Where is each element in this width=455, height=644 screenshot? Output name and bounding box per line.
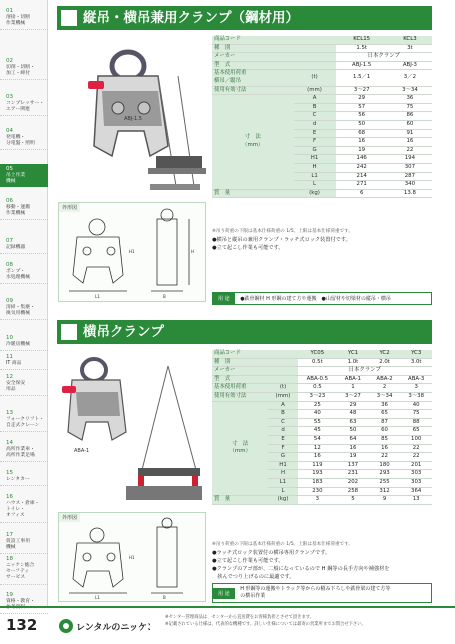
sidebar-item-label: ハウス・倉庫・ トイレ・ オフィス [6,501,40,519]
footer-footnote: ※センター管理商品は、センターから直送費をお客様負担とさせて頂きます。 ※記載されている仕様は、代表的な機種です。詳しい仕様については最寄の営業所までお問合せ下さい。 [165,615,366,627]
table-row: L1 214 287 [212,172,432,181]
sidebar-item-11[interactable] [0,352,48,370]
note-1-1: ●横吊と縦吊の兼用クランプ・ラッチ式ロック装置付です。 [212,237,351,243]
sidebar-item-number: 05 [6,166,13,172]
table-cell: 3〜23 [298,392,338,401]
diagram-tag-2: 外形図 [59,513,80,522]
table-cell: 54 [298,435,338,444]
table-cell: 日本クランプ [298,367,432,376]
note-2-2: ●立て起こし作業も可能です。 [212,558,284,564]
sidebar-item-02[interactable] [0,56,48,80]
sidebar-item-13[interactable] [0,408,48,432]
table-row: 型 式 ABA-0.5 ABA-1 ABA-2 ABA-3 [212,375,432,384]
table-cell: 100 [400,435,432,444]
section-title-bar-1 [57,6,432,30]
table-row: H1 146 194 [212,155,432,164]
table-cell: 19 [337,453,369,462]
svg-text:B: B [163,294,166,299]
table-cell: 287 [388,172,432,181]
table-cell: 25 [298,401,338,410]
note-2-3: ●クランプのアゴ部が、二般になっているので H 鋼等の長手方向や補強材を 挟んでつり上げるのに最適です。 [212,566,390,580]
table-cell: 0.5 [298,384,338,393]
sidebar-item-label: 切削・切断・ 加工・締付 [6,65,35,77]
table-cell: 255 [369,478,401,487]
table-cell: 88 [400,418,432,427]
sidebar-item-17[interactable] [0,530,48,554]
table-cell: 45 [298,427,338,436]
photo-model-label-2: ABA-1 [74,448,90,454]
sidebar-item-label: 高所作業車・ 高所作業足場 [6,447,35,459]
sidebar-item-number: 14 [6,440,13,446]
svg-text:H1: H1 [129,555,135,560]
table-cell: 230 [298,487,338,496]
clamp-photo-illustration-2 [58,350,206,506]
table-cell: 75 [388,103,432,112]
table-row: E 68 91 [212,129,432,138]
sidebar-item-number: 06 [6,198,13,204]
sidebar-item-09[interactable] [0,296,48,320]
table-cell: 202 [337,478,369,487]
table-cell: 6 [336,189,388,198]
usage-tag-2: 用 途 [213,588,235,599]
note-2-1: ●ラッチ式ロック装置付の横吊専用クランプです。 [212,550,331,556]
svg-text:H1: H1 [129,249,135,254]
table-row: H 193 231 293 303 [212,470,432,479]
table-cell: 146 [336,155,388,164]
outline-diagram-1 [58,202,206,302]
table-cell: 340 [388,181,432,190]
clamp-outline-drawing [59,203,205,301]
table-cell: 22 [369,453,401,462]
dimension-label: 寸 法 （mm） [212,401,268,496]
table-cell: 1.5／1 [336,70,388,86]
table-row: L 271 340 [212,181,432,190]
table-cell: 40 [400,401,432,410]
table-cell: 271 [336,181,388,190]
photo-model-label-1: ABJ-1.5 [124,116,142,122]
table-cell: 87 [369,418,401,427]
sidebar-item-number: 03 [6,94,13,100]
table-cell: 36 [388,95,432,104]
table-cell: 60 [388,120,432,129]
table-cell: 5 [337,496,369,505]
sidebar-item-label: 溶接・切断 作業機械 [6,15,30,27]
sidebar-item-label: 記録機器 [6,245,26,250]
page-number: 132 [6,616,38,634]
table-row: 基本使用荷重 (t) 0.5 1 2 3 [212,384,432,393]
table-row: F 12 16 16 22 [212,444,432,453]
table-cell: 3／2 [388,70,432,86]
table-cell: 3〜27 [337,392,369,401]
table-cell: 2.0t [369,358,401,367]
table-cell: 194 [388,155,432,164]
table-cell: 119 [298,461,338,470]
sidebar-item-number: 07 [6,238,13,244]
table-row: B 40 48 65 75 [212,410,432,419]
sidebar-item-number: 09 [6,298,13,304]
dimension-label: 寸 法 （mm） [212,95,294,190]
sidebar-item-05[interactable] [0,164,48,187]
table-cell: 91 [388,129,432,138]
table-cell: 40 [298,410,338,419]
logo-text: レンタルのニッケン [76,623,150,633]
table-cell: 68 [336,129,388,138]
table-header-cell: KCL15 [336,36,388,44]
table-row: E 54 64 85 100 [212,435,432,444]
table-header-cell: YC3 [400,350,432,358]
table-cell: 29 [336,95,388,104]
svg-text:B: B [163,595,166,600]
table-cell: 214 [336,172,388,181]
title-square-icon [61,10,77,26]
table-cell: 13 [400,496,432,505]
table-cell: 65 [369,410,401,419]
table-cell: 137 [337,461,369,470]
sidebar-item-label: 移動・運搬 作業機械 [6,205,30,217]
table-row: d 45 50 60 65 [212,427,432,436]
sidebar-item-number: 11 [6,354,13,360]
table-cell: 3〜27 [336,86,388,95]
table-cell: 13.8 [388,189,432,198]
sidebar-item-label: ニッケン総合 セーフティ サービス [6,563,35,581]
table-cell: 2 [369,384,401,393]
table-cell: 9 [369,496,401,505]
table-cell: 1.0t [337,358,369,367]
product-photo-aba [58,350,206,506]
table-row: 基本使用荷重 横吊／縦吊 (t) 1.5／1 3／2 [212,70,432,86]
notes-2 [212,541,432,581]
table-cell: 48 [337,410,369,419]
table-cell: 3 [400,384,432,393]
table-cell: 22 [400,444,432,453]
table-cell: 1 [337,384,369,393]
table-cell: 3.0t [400,358,432,367]
table-cell: 293 [369,470,401,479]
table-cell: 56 [336,112,388,121]
sidebar-item-12[interactable] [0,372,48,396]
table-cell: 16 [369,444,401,453]
usage-box-1 [212,292,432,305]
table-cell: 1.5t [336,44,388,53]
section-title-bar-2 [57,320,432,344]
page-footer [0,606,455,644]
table-cell: 258 [337,487,369,496]
sidebar-item-15[interactable] [0,468,48,486]
table-cell: ABJ-1.5 [336,61,388,70]
table-header-cell: YC2 [369,350,401,358]
sidebar-item-label: 安全保安 用品 [6,381,26,393]
sidebar-item-number: 10 [6,335,13,341]
table-row: B 57 75 [212,103,432,112]
table-header-cell: KCL3 [388,36,432,44]
sidebar-item-number: 18 [6,556,13,562]
sidebar-item-number: 04 [6,128,13,134]
sidebar-item-label: コンプレッサー・ エアー関連 [6,101,45,113]
sidebar-item-label: フォークリフト・ 自走式クレーン [6,417,45,429]
table-row: 使用有効寸法 (mm) 3〜27 3〜34 [212,86,432,95]
table-row: G 19 22 [212,146,432,155]
table-cell: 75 [400,410,432,419]
table-row: メーカー 日本クランプ [212,53,432,62]
table-cell: 29 [337,401,369,410]
table-header-cell: 商品コード [212,36,336,44]
sidebar-item-number: 08 [6,262,13,268]
table-cell: ABA-0.5 [298,375,338,384]
table-row: 型 式 ABJ-1.5 ABJ-3 [212,61,432,70]
sidebar-item-14[interactable] [0,438,48,462]
table-cell: ABA-2 [369,375,401,384]
spec-table-2 [212,350,432,505]
table-cell: ABA-3 [400,375,432,384]
table-cell: 22 [388,146,432,155]
table-cell: 364 [400,487,432,496]
table-cell: 日本クランプ [336,53,432,62]
svg-text:L1: L1 [95,595,100,600]
table-header-cell: YC1 [337,350,369,358]
sidebar-item-06[interactable] [0,196,48,220]
outline-diagram-2 [58,512,206,602]
table-row: d 50 60 [212,120,432,129]
sidebar-item-number: 13 [6,410,13,416]
category-sidebar [0,0,48,611]
note-2-0: ※吊り荷重の下限は基本仕様荷重の 1/5。上限は基本仕様荷重です。 [212,542,353,547]
usage-text-1: ●鉄骨鋼材 H 形鋼の建て方や運搬 ●山留材や切梁材の縦吊・横吊 [240,296,391,302]
title-square-icon [61,324,77,340]
sidebar-item-label: 発電機・ 分電盤・照明 [6,135,35,147]
table-cell: 63 [337,418,369,427]
table-cell: 85 [369,435,401,444]
table-cell: 3t [388,44,432,53]
section-title-2: 横吊クランプ [83,324,164,340]
sidebar-item-03[interactable] [0,92,48,116]
table-cell: 50 [337,427,369,436]
svg-text:H: H [191,249,195,254]
sidebar-item-label: 資格・教育・ 参考資料 [6,599,35,611]
table-cell: 3 [298,496,338,505]
table-cell: 183 [298,478,338,487]
table-cell: 65 [400,427,432,436]
notes-1 [212,228,432,252]
note-1-0: ※吊り荷重の下限は基本仕様荷重の 1/5。上限は基本仕様荷重です。 [212,229,353,234]
sidebar-item-04[interactable] [0,126,48,150]
usage-text-2: H 形鋼等の運搬やトラック等からの積み下ろしや鉄骨梁の建て方等 の横吊作業 [240,586,391,599]
sidebar-item-number: 15 [6,470,13,476]
table-cell: 50 [336,120,388,129]
table-cell: 22 [400,453,432,462]
sidebar-item-18[interactable] [0,554,48,585]
table-cell: 307 [388,163,432,172]
sidebar-item-label: 仮設工事用 機械 [6,539,30,551]
sidebar-item-07[interactable] [0,236,48,254]
note-1-2: ●立て起こし作業も可能です。 [212,245,284,251]
sidebar-item-number: 02 [6,58,13,64]
table-header-cell: YC05 [298,350,338,358]
table-row: L 230 258 312 364 [212,487,432,496]
sidebar-item-number: 01 [6,8,13,14]
table-cell: ABA-1 [337,375,369,384]
usage-tag-1: 用 途 [213,293,235,304]
table-cell: 3〜34 [369,392,401,401]
sidebar-item-01[interactable] [0,6,48,30]
table-cell: 201 [400,461,432,470]
table-row: 使用有効寸法 (mm) 3〜23 3〜27 3〜34 3〜38 [212,392,432,401]
table-cell: 231 [337,470,369,479]
table-row: 種 別 1.5t 3t [212,44,432,53]
sidebar-item-number: 17 [6,532,13,538]
table-cell: 60 [369,427,401,436]
table-cell: 12 [298,444,338,453]
table-cell: 19 [336,146,388,155]
table-header-cell: 商品コード [212,350,298,358]
table-cell: 303 [400,470,432,479]
sidebar-item-number: 12 [6,374,13,380]
table-cell: 55 [298,418,338,427]
sidebar-item-label: ポンプ・ 水処理機械 [6,269,30,281]
table-row: C 56 86 [212,112,432,121]
table-row: H 242 307 [212,163,432,172]
table-cell: 16 [298,453,338,462]
sidebar-item-label: 吊上作業 機械 [6,173,26,185]
usage-box-2 [212,583,432,603]
table-cell: 16 [336,138,388,147]
section-title-1: 縦吊・横吊兼用クランプ（鋼材用） [83,10,299,26]
table-cell: 16 [337,444,369,453]
table-row: L1 183 202 255 303 [212,478,432,487]
table-row: H1 119 137 180 201 [212,461,432,470]
table-cell: 312 [369,487,401,496]
table-row: C 55 63 87 88 [212,418,432,427]
table-row: 寸 法 （mm） A 25 29 36 40 [212,401,432,410]
table-cell: 193 [298,470,338,479]
table-cell: 242 [336,163,388,172]
table-cell: 16 [388,138,432,147]
table-cell: 36 [369,401,401,410]
clamp-outline-drawing-2 [59,513,205,601]
logo-mark-icon [58,617,150,635]
table-row: 質 量 (kg) 6 13.8 [212,189,432,198]
company-logo [58,617,150,635]
table-row: 質 量 (kg) 3 5 9 13 [212,496,432,505]
table-cell: 86 [388,112,432,121]
svg-text:L1: L1 [95,294,100,299]
table-cell: ABJ-3 [388,61,432,70]
table-cell: 3〜38 [400,392,432,401]
table-cell: 64 [337,435,369,444]
diagram-tag-1: 外形図 [59,203,80,212]
sidebar-item-number: 19 [6,592,13,598]
product-photo-abj [58,36,206,196]
spec-table-1 [212,36,432,198]
table-cell: 3〜34 [388,86,432,95]
table-row: 寸 法 （mm） A 29 36 [212,95,432,104]
sidebar-item-10[interactable] [0,333,48,351]
table-cell: 303 [400,478,432,487]
sidebar-item-number: 16 [6,494,13,500]
table-row: メーカー 日本クランプ [212,367,432,376]
sidebar-item-label: IT 商品 [6,361,22,366]
table-row: G 16 19 22 22 [212,453,432,462]
sidebar-item-08[interactable] [0,260,48,284]
sidebar-item-label: レンタカー [6,477,30,482]
sidebar-item-label: 冷暖房機械 [6,342,30,347]
table-row: F 16 16 [212,138,432,147]
table-cell: 57 [336,103,388,112]
table-row: 種 別 0.5t 1.0t 2.0t 3.0t [212,358,432,367]
table-cell: 0.5t [298,358,338,367]
table-cell: 180 [369,461,401,470]
sidebar-item-label: 清掃・集塵・ 換気用機械 [6,305,35,317]
sidebar-item-16[interactable] [0,492,48,523]
